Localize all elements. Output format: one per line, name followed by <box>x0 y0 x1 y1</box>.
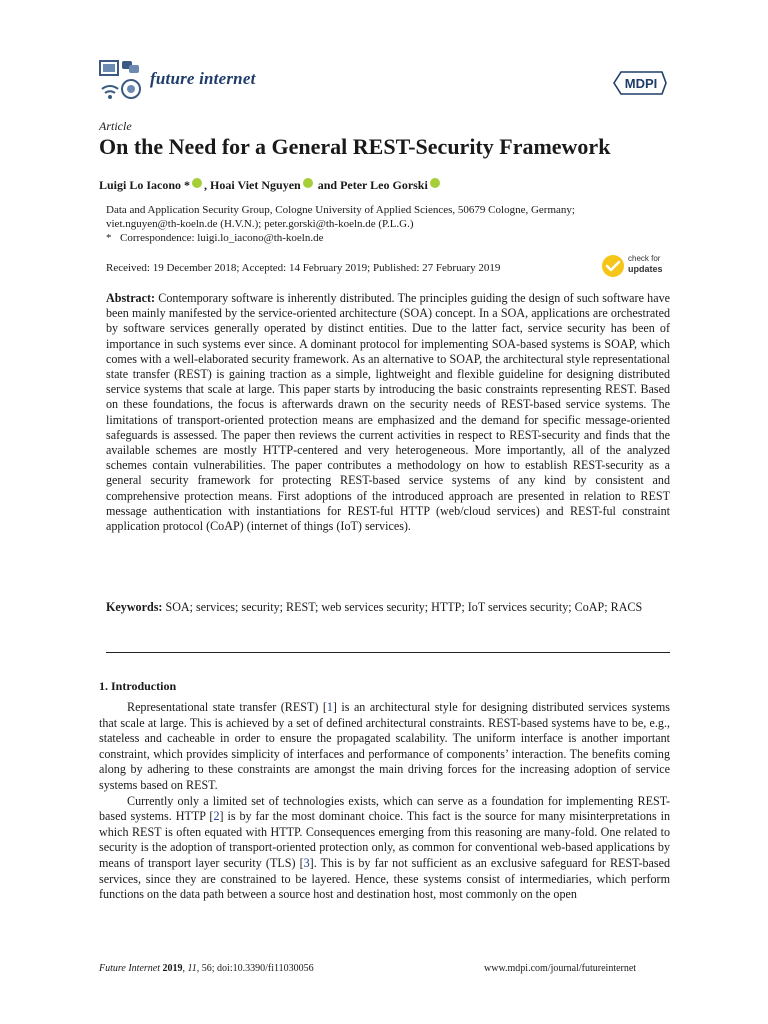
correspondence-mark: * <box>106 232 112 244</box>
footer-citation: Future Internet 2019, 11, 56; doi:10.3390/fi11030056 <box>99 963 314 974</box>
abstract <box>106 291 670 534</box>
check-updates-line1: check for <box>628 254 661 263</box>
correspondence-text: Correspondence: luigi.lo_iacono@th-koeln.de <box>120 232 324 244</box>
abstract-text: Contemporary software is inherently distributed. The principles guiding the design of such software have been mainly manifested by the service-oriented architecture (SOA) concept. In a SOA, applications are orchestrated by software services generally operated by distinct entities. Due to the latter fact, service security has been of importance in such systems ever since. A dominant protocol for implementing SOA-based systems is SOAP, which comes with a well-elaborated security framework. As an alternative to SOAP, the architectural style representational state transfer (REST) is gaining traction as a simple, lightweight and flexible guideline for designing distributed service systems that scale at large. This paper starts by introducing the basic constraints representing REST. Based on these foundations, the focus is afterwards drawn on the security needs of REST-based service systems. The limitations of transport-oriented protection means are emphasized and the demand for specific message-oriented safeguards is assessed. The paper then reviews the current activities in respect to REST-security and finds that the available schemes are mostly HTTP-centered and very heterogeneous. More importantly, all of the analyzed schemes contain vulnerabilities. The paper contributes a methodology on how to establish REST-security as a general security framework for protecting REST-based service systems of any kind by consistent and comprehensive protection means. First adoptions of the introduced approach are presented in relation to REST message authentication with instantiations for REST-ful HTTP (web/cloud services) and REST-ful constraint application protocol (CoAP) (internet of things (IoT) services). <box>106 291 671 534</box>
author-name: Peter Leo Gorski <box>340 178 428 192</box>
journal-logo-icon <box>99 59 143 101</box>
publication-dates: Received: 19 December 2018; Accepted: 14 February 2019; Published: 27 February 2019 <box>106 262 501 274</box>
author-name: Luigi Lo Iacono * <box>99 178 191 192</box>
keywords-text: SOA; services; security; REST; web services security; HTTP; IoT services security; CoAP; RACS <box>165 600 643 614</box>
check-updates-line2: updates <box>628 264 663 274</box>
author-name: Hoai Viet Nguyen <box>210 178 301 192</box>
paragraph <box>99 794 670 903</box>
body-text <box>99 700 670 903</box>
footer-doi: , 56; doi:10.3390/fi11030056 <box>196 963 314 974</box>
mdpi-logo-text: MDPI <box>624 76 658 91</box>
keywords <box>106 600 670 616</box>
paper-title: On the Need for a General REST-Security Framework <box>99 134 611 159</box>
section-heading: 1. Introduction <box>99 679 177 693</box>
author-separator: and <box>314 178 341 192</box>
paragraph-text: ] is by far the most dominant choice. This fact is the source for many misinterpretations in which REST is often equated with HTTP. Consequences emerging from this reasoning are many-fold. One related to security is the adoption of transport-oriented protection only, as common for conventional web-based applications by means of transport layer security (TLS) [ <box>99 809 670 870</box>
affiliation-line: Data and Application Security Group, Cologne University of Applied Sciences, 50679 Cologne, Germany; <box>106 204 575 216</box>
citation-link[interactable]: 3 <box>303 855 310 870</box>
paragraph-text: ] is an architectural style for designing distributed services systems that scale at large. This is achieved by a set of defined architectural constraints. REST-based systems have to be, e.g., stateless and cacheable in order to ensure the propagated scalability. The uniform interface is another important constraint, which provides simplicity of interfaces and performance of components’ interaction. The benefits coming along by adhering to these constraints are amongst the main driving forces for the increasing adoption of service systems based on REST. <box>99 700 670 792</box>
footer-url[interactable]: www.mdpi.com/journal/futureinternet <box>484 963 637 974</box>
journal-name: future internet <box>150 69 256 88</box>
citation-link[interactable]: 2 <box>213 809 220 824</box>
author-separator: , <box>204 178 211 192</box>
correspondence-line <box>106 231 666 245</box>
author-list <box>99 178 442 193</box>
paragraph <box>99 700 670 794</box>
check-updates-icon <box>600 253 626 279</box>
citation-link[interactable]: 1 <box>326 700 333 714</box>
affiliation-block <box>106 203 666 245</box>
check-for-updates-badge[interactable] <box>600 253 672 279</box>
paragraph-text: ]. This is by far not sufficient as an exclusive safeguard for REST-based services, since they are constrained to be layered. Hence, these systems consist of intermediaries, which perform functions on the data path between a source host and destination host, most commonly on the open <box>99 855 671 902</box>
footer-journal: Future Internet <box>99 963 161 974</box>
paragraph-text: Representational state transfer (REST) [ <box>127 700 327 714</box>
section-divider <box>106 652 670 653</box>
paragraph-text: Currently only a limited set of technologies exists, which can serve as a foundation for implementing REST-based systems. HTTP [ <box>99 793 670 824</box>
orcid-icon[interactable] <box>430 178 440 188</box>
affiliation-emails: viet.nguyen@th-koeln.de (H.V.N.); peter.gorski@th-koeln.de (P.L.G.) <box>106 218 414 230</box>
keywords-label: Keywords: <box>106 600 163 614</box>
mdpi-logo <box>612 70 668 96</box>
orcid-icon[interactable] <box>192 178 202 188</box>
footer-year: 2019 <box>162 963 183 974</box>
article-type: Article <box>99 119 132 133</box>
footer-volume: 11 <box>187 963 197 974</box>
abstract-label: Abstract: <box>106 291 156 305</box>
orcid-icon[interactable] <box>303 178 313 188</box>
